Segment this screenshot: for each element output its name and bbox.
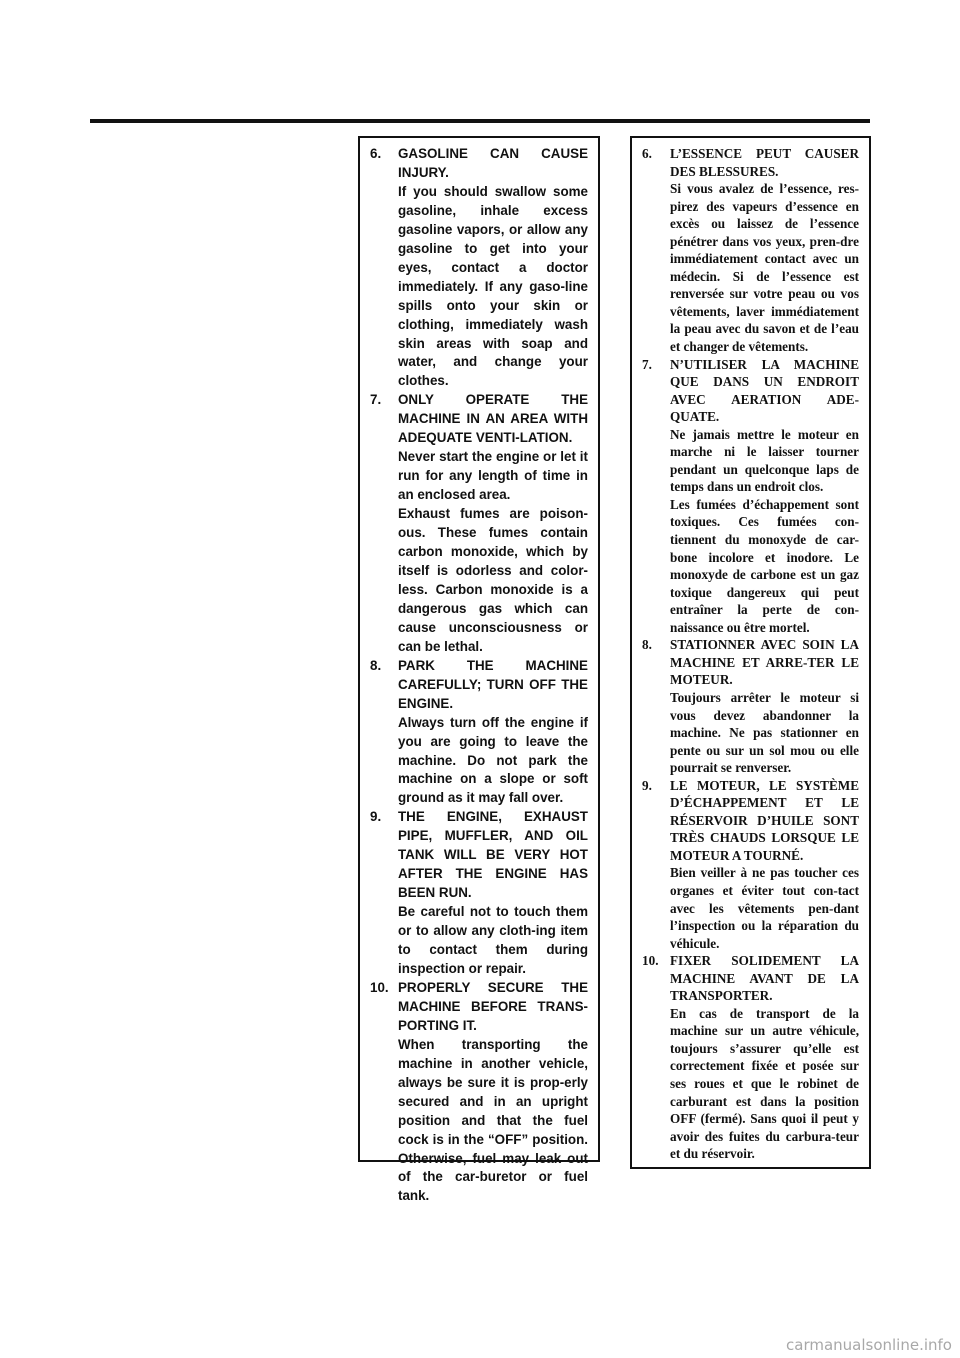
english-warning-box — [358, 136, 600, 1204]
item-text: Toujours arrêter le moteur si vous devez abandonner la machine. Ne pas stationner en pente ou sur un sol mou ou elle pourrait se renverser. — [670, 689, 859, 776]
item-text: Always turn off the engine if you are going to leave the machine. Do not park the machine on a slope or soft ground as it may fall over. — [398, 714, 588, 806]
item-text: Never start the engine or let it run for any length of time in an enclosed area. — [398, 449, 588, 503]
item-text: If you should swallow some gasoline, inhale excess gasoline vapors, or allow any gasoline to get into your eyes, contact a doctor immediately. If any gaso-line spills onto your skin or clothing, immediately wash skin areas with soap and water, and change your clothes. — [398, 183, 588, 389]
item-heading: ONLY OPERATE THE MACHINE IN AN AREA WITH ADEQUATE VENTI-LATION. — [398, 392, 588, 446]
item-heading: PROPERLY SECURE THE MACHINE BEFORE TRANS-PORTING IT. — [398, 979, 588, 1033]
item-text: En cas de transport de la machine sur un autre véhicule, toujours s’assurer qu’elle est correctement fixée et posée sur ses roues et que le robinet de carburant est dans la position OFF (fermé). Sans quoi il peut y avoir des fuites du carbura-teur et du réservoir. — [670, 1005, 859, 1162]
item-text: Si vous avalez de l’essence, res-pirez des vapeurs d’essence en excès ou laissez de l’essence pénétrer dans vos yeux, pren-dre immédiatement contact avec un médecin. Si de l’essence est renversée sur votre peau ou vos vêtements, laver immédiatement la peau avec du savon et de l’eau et changer de vêtements. — [670, 181, 859, 355]
french-warning-box — [630, 136, 871, 1169]
item-number: 10. — [642, 953, 659, 969]
item-text: Be careful not to touch them or to allow any cloth-ing item to contact them during inspection or repair. — [398, 904, 588, 976]
english-item-7 — [370, 391, 588, 656]
item-number: 6. — [370, 146, 382, 161]
item-number: 6. — [642, 146, 652, 161]
item-heading: FIXER SOLIDEMENT LA MACHINE AVANT DE LA TRANSPORTER. — [670, 953, 859, 1004]
item-heading: GASOLINE CAN CAUSE INJURY. — [398, 146, 588, 180]
item-heading: L’ESSENCE PEUT CAUSER DES BLESSURES. — [670, 146, 859, 179]
item-heading: N’UTILISER LA MACHINE QUE DANS UN ENDROIT AVEC AERATION ADE-QUATE. — [670, 356, 859, 425]
item-heading: PARK THE MACHINE CAREFULLY; TURN OFF THE ENGINE. — [398, 657, 588, 711]
french-item-9 — [642, 777, 859, 952]
item-number: 8. — [370, 657, 382, 673]
english-item-6 — [370, 145, 588, 391]
french-item-10 — [642, 952, 859, 1163]
item-number: 7. — [642, 356, 652, 372]
item-number: 7. — [370, 392, 382, 408]
item-number: 9. — [370, 809, 382, 825]
item-text: Ne jamais mettre le moteur en marche ni le laisser tourner pendant un quelconque laps de temps dans un endroit clos. — [670, 426, 859, 495]
item-number: 9. — [642, 777, 652, 793]
item-text-2: Exhaust fumes are poison-ous. These fumes contain carbon monoxide, which by itself is odorless and color-less. Carbon monoxide is a dangerous gas which can cause unconsciousness or can be lethal. — [398, 506, 588, 654]
item-text: Bien veiller à ne pas toucher ces organes et éviter tout con-tact avec les vêtements pen-dant l’inspection ou la réparation du véhicule. — [670, 865, 859, 951]
english-item-9 — [370, 808, 588, 979]
french-item-7 — [642, 356, 859, 637]
item-heading: THE ENGINE, EXHAUST PIPE, MUFFLER, AND OIL TANK WILL BE VERY HOT AFTER THE ENGINE HAS BEEN RUN. — [398, 809, 588, 901]
english-item-8 — [370, 657, 588, 809]
french-item-6 — [642, 145, 859, 356]
item-heading: LE MOTEUR, LE SYSTÈME D’ÉCHAPPEMENT ET LE RÉSERVOIR D’HUILE SONT TRÈS CHAUDS LORSQUE LE MOTEUR A TOURNÉ. — [670, 777, 859, 863]
item-heading: STATIONNER AVEC SOIN LA MACHINE ET ARRE-TER LE MOTEUR. — [670, 637, 859, 688]
item-text: When transporting the machine in another vehicle, always be sure it is prop-erly secured and in an upright position and that the fuel cock is in the “OFF” position. Otherwise, fuel may leak out of the car-buretor or fuel tank. — [398, 1036, 588, 1204]
item-number: 8. — [642, 637, 652, 653]
english-item-10 — [370, 979, 588, 1206]
header-rule — [90, 119, 870, 123]
item-number: 10. — [370, 979, 389, 995]
item-text-2: Les fumées d’échappement sont toxiques. Ces fumées con-tiennent du monoxyde de car-bone incolore et inodore. Le monoxyde de carbone est un gaz toxique dangereux qui peut entraîner la perte de con-naissance ou être mortel. — [670, 496, 859, 635]
watermark: carmanualsonline.info — [786, 1336, 952, 1354]
french-item-8 — [642, 636, 859, 776]
